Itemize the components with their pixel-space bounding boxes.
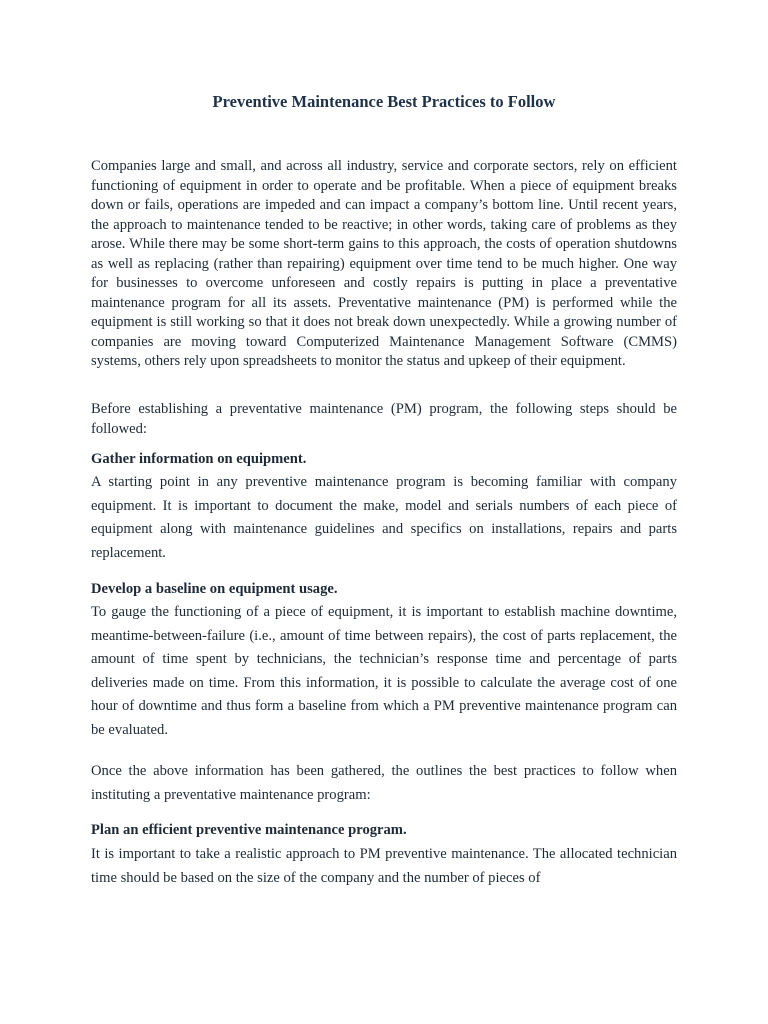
transition-paragraph — [91, 760, 677, 807]
section-heading-baseline-text: Develop a baseline on equipment usage. — [91, 581, 338, 597]
section-heading-baseline — [91, 579, 677, 599]
section-body-gather-text: A starting point in any preventive maintenance program is becoming familiar with company equipment. It is important to document the make, model and serials numbers of each piece of equipment along with maintenance guidelines and specifics on installations, repairs and parts replacement. — [91, 474, 677, 561]
transition-text: Once the above information has been gathered, the outlines the best practices to follow when instituting a preventative maintenance program: — [91, 763, 677, 803]
section-heading-gather — [91, 449, 677, 469]
section-body-plan-text: It is important to take a realistic approach to PM preventive maintenance. The allocated technician time should be based on the size of the company and the number of pieces of — [91, 846, 677, 886]
section-body-plan — [91, 843, 677, 890]
section-heading-plan-text: Plan an efficient preventive maintenance program. — [91, 822, 407, 838]
steps-intro-text: Before establishing a preventative maintenance (PM) program, the following steps should be followed: — [91, 401, 677, 437]
section-body-baseline-text: To gauge the functioning of a piece of equipment, it is important to establish machine downtime, meantime-between-failure (i.e., amount of time between repairs), the cost of parts replacement, the amount of time spent by technicians, the technician’s response time and percentage of parts deliveries made on time. From this information, it is possible to calculate the average cost of one hour of downtime and thus form a baseline from which a PM preventive maintenance program can be evaluated. — [91, 604, 677, 738]
steps-intro-paragraph — [91, 400, 677, 439]
intro-paragraph — [91, 157, 677, 372]
section-heading-gather-text: Gather information on equipment. — [91, 451, 307, 467]
page-title: Preventive Maintenance Best Practices to Follow — [212, 92, 556, 111]
section-body-baseline — [91, 601, 677, 742]
section-body-gather — [91, 471, 677, 565]
intro-text: Companies large and small, and across all industry, service and corporate sectors, rely on efficient functioning of equipment in order to operate and be profitable. When a piece of equipment breaks down or fails, operations are impeded and can impact a company’s bottom line. Until recent years, the approach to maintenance tended to be reactive; in other words, taking care of problems as they arose. While there may be some short-term gains to this approach, the costs of operation shutdowns as well as replacing (rather than repairing) equipment over time tend to be much higher. One way for businesses to overcome unforeseen and costly repairs is putting in place a preventative maintenance program for all its assets. Preventative maintenance (PM) is performed while the equipment is still working so that it does not break down unexpectedly. While a growing number of companies are moving toward Computerized Maintenance Management Software (CMMS) systems, others rely upon spreadsheets to monitor the status and upkeep of their equipment. — [91, 158, 677, 369]
section-heading-plan — [91, 820, 677, 840]
